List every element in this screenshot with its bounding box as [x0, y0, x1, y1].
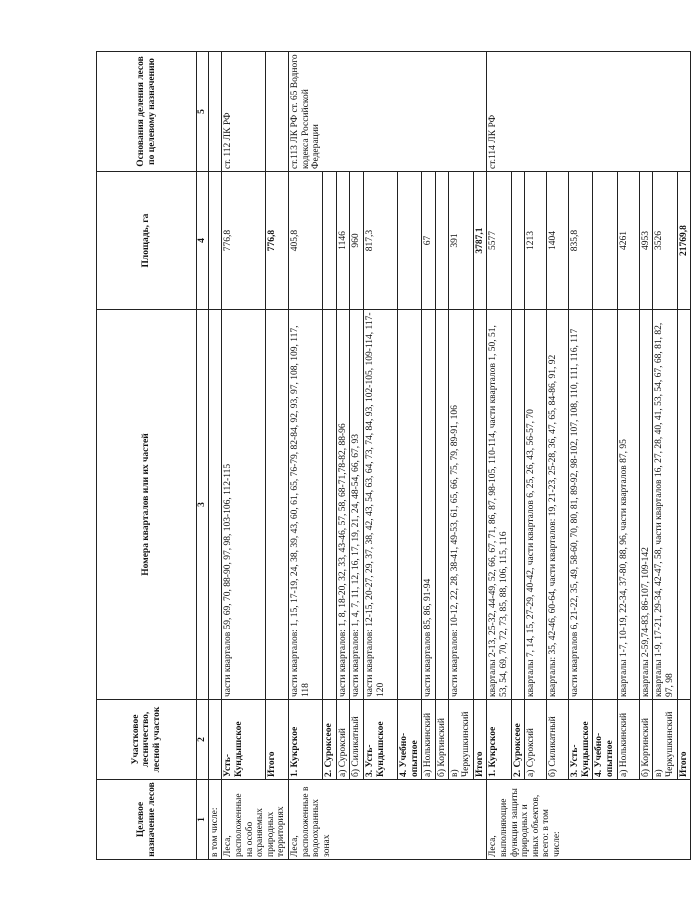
cell-district: 4. Учебно-опытное	[397, 700, 421, 780]
cell-quarters: кварталы 7, 14, 15, 27-29, 40-42, части кварталов 6, 25, 26, 43, 56-57, 70	[525, 310, 547, 700]
cell-area: 1146	[336, 172, 350, 310]
col-number: 3	[197, 310, 209, 700]
col-number: 2	[197, 700, 209, 780]
cell-district: Усть-Кундышское	[222, 700, 266, 780]
cell-district: 3. Усть-Кундышское	[569, 700, 593, 780]
cell-area: 21769,8	[677, 172, 691, 310]
cell-area: 67	[422, 172, 436, 310]
rotated-page	[96, 52, 689, 860]
cell-purpose: Леса, расположенные в водоохранных зонах	[289, 780, 487, 860]
cell-district: б) Кортинский	[639, 700, 653, 780]
cell-area: 960	[350, 172, 364, 310]
cell-quarters: кварталы 1-7, 10-19, 22-34, 37-80, 88, 96, части кварталов 87, 95	[617, 310, 639, 700]
cell-area: 4953	[639, 172, 653, 310]
col-number: 4	[197, 172, 209, 310]
cell-district: 3. Усть- Кундышское	[363, 700, 397, 780]
cell-district: 2. Суроксеое	[323, 700, 337, 780]
cell-quarters: кварталы: 35, 42-46, 60-64, части кварталов: 19, 21-23, 25-28, 36, 47, 65, 84-86, 91, 92	[547, 310, 569, 700]
cell-district: а) Нолькинский	[422, 700, 436, 780]
cell-area: 776,8	[265, 172, 288, 310]
cell-purpose: в том числе:	[208, 780, 222, 860]
col-number: 5	[197, 52, 209, 172]
cell-district: 1. Кукрское	[289, 700, 323, 780]
cell-area: 817,3	[363, 172, 397, 310]
cell-district: а) Суроксий	[525, 700, 547, 780]
cell-quarters: части кварталов: 12-15, 20-27, 29, 37, 38, 42, 43, 54, 63, 64, 73, 74, 84, 93, 102-105, 109-114, 117-120	[363, 310, 397, 700]
cell-area: 4261	[617, 172, 639, 310]
cell-quarters: части кварталов: 1, 8, 18-20, 32, 33, 43-46, 57, 58, 68-71,78-82, 88-96	[336, 310, 350, 700]
cell-district: в) Черкушкинский	[653, 700, 677, 780]
forest-purpose-table	[96, 51, 691, 860]
cell-area: 835,8	[569, 172, 593, 310]
cell-quarters: части кварталов: 1, 4, 7, 11, 12, 16, 17, 19, 21, 24, 48-54, 66, 67, 93	[350, 310, 364, 700]
cell-purpose: Леса, расположенные на особо охраняемых природных территориях	[222, 780, 289, 860]
col-number: 1	[197, 780, 209, 860]
cell-district: 4. Учебно-опытное	[593, 700, 617, 780]
cell-area: 1213	[525, 172, 547, 310]
cell-quarters: части кварталов 59, 69, 70, 88-90, 97, 98, 103-106, 112-115	[222, 310, 266, 700]
cell-area: 3526	[653, 172, 677, 310]
cell-district: 2. Суроксеое	[511, 700, 525, 780]
header-quarters: Номера кварталов или их частей	[97, 310, 197, 700]
cell-quarters: части кварталов 85, 86, 91-94	[422, 310, 436, 700]
cell-purpose: Леса, выполняющие функции защиты природных и иных объектов, всего: в том числе:	[487, 780, 691, 860]
cell-district: Итого	[265, 700, 288, 780]
cell-quarters: части кварталов: 1, 15, 17-19, 24, 38, 39, 43, 60, 61, 65, 76-79, 82-84, 92, 93, 97, 108, 109, 117, 118	[289, 310, 323, 700]
cell-district: а) Нолькинский	[617, 700, 639, 780]
cell-quarters: части кварталов: 10-12, 22, 28, 38-41, 49-53, 61, 65, 66, 75, 79, 89-91, 106	[449, 310, 473, 700]
cell-quarters: кварталы 2-59,74-83, 86-107, 109-142	[639, 310, 653, 700]
cell-district: б) Силикатный	[350, 700, 364, 780]
cell-district: б) Кортинский	[435, 700, 449, 780]
cell-area: 776,8	[222, 172, 266, 310]
header-basis: Основания деления лесов по целевому назначению	[97, 52, 197, 172]
cell-area: 3787,1	[473, 172, 487, 310]
cell-district: б) Силикатный	[547, 700, 569, 780]
cell-district: а) Суроксий	[336, 700, 350, 780]
cell-quarters: кварталы 2-13, 25-32, 44-49, 52, 66, 67, 71, 86, 87, 98-105, 110-114, части кварталов 1, 50, 51, 53, 54, 69, 70, 72, 73, 85, 88, 106, 115, 116	[487, 310, 511, 700]
header-purpose: Целевое назначение лесов	[97, 780, 197, 860]
cell-district: Итого	[677, 700, 691, 780]
cell-basis: ст.113 ЛК РФ ст. 65 Водного кодекса Российской Федерации	[289, 52, 487, 172]
cell-area: 391	[449, 172, 473, 310]
header-district: Участковое лесничество, лесной участок	[97, 700, 197, 780]
cell-basis: ст.114 ЛК РФ	[487, 52, 691, 172]
cell-area: 1404	[547, 172, 569, 310]
cell-district: 1. Кукрское	[487, 700, 511, 780]
header-area: Площадь, га	[97, 172, 197, 310]
cell-basis: ст. 112 ЛК РФ	[222, 52, 266, 172]
cell-quarters: части кварталов 6, 21-22, 35, 49, 58-60, 70, 80, 81, 89-92, 98-102, 107, 108, 110, 111, 116, 117	[569, 310, 593, 700]
cell-district: в) Черкушкинский	[449, 700, 473, 780]
cell-district: Итого	[473, 700, 487, 780]
cell-area: 5577	[487, 172, 511, 310]
cell-quarters: кварталы 1-9, 17-21, 29-34, 42-47, 58, части кварталов 16, 27, 28, 40, 41, 53, 54, 67, 68, 81, 82, 97, 98	[653, 310, 677, 700]
cell-area: 405,8	[289, 172, 323, 310]
